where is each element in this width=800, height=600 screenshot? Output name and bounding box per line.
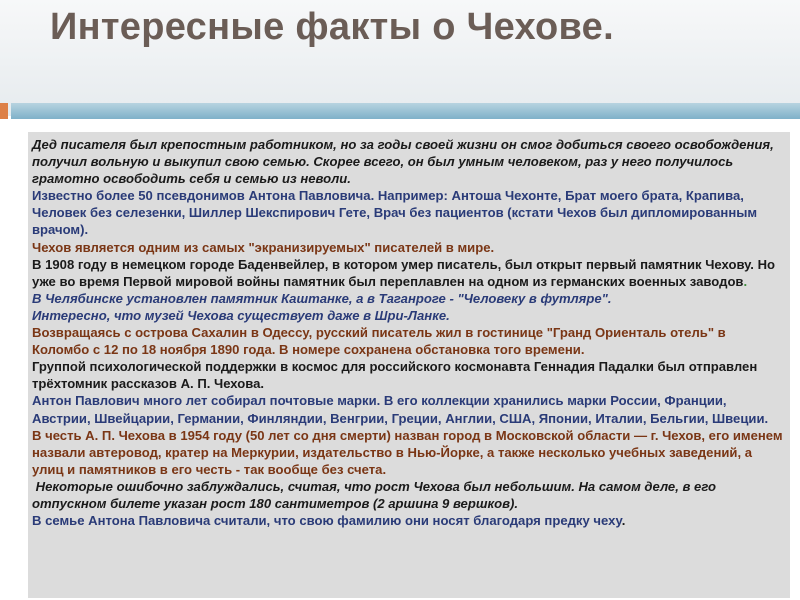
accent-band-blue <box>11 103 800 119</box>
fact-paragraph-10: В честь А. П. Чехова в 1954 году (50 лет со дня смерти) назван город в Московской области — г. Чехов, его именем назвали автеровод, кратер на Меркурии, издательство в Нью-Йорке, а также несколько учебных заведений, а улиц и памятников в его честь - так вообще без счета. <box>32 427 783 477</box>
fact-paragraph-7: Возвращаясь с острова Сахалин в Одессу, русский писатель жил в гостинице "Гранд Ориенталь отель" в Коломбо с 12 по 18 ноября 1890 года. В номере сохранена обстановка того времени. <box>32 325 726 358</box>
fact-paragraph-12 <box>32 512 784 529</box>
slide-title: Интересные факты о Чехове. <box>50 6 614 48</box>
accent-band-orange <box>0 103 8 119</box>
fact-11-text: Некоторые ошибочно заблуждались, считая, что рост Чехова был небольшим. На самом деле, в его отпускном билете указан рост 180 сантиметров (2 аршина 9 вершков). <box>32 478 716 511</box>
fact-paragraph-6: Интересно, что музей Чехова существует даже в Шри-Ланке. <box>32 307 450 323</box>
fact-4-period: . <box>743 273 748 289</box>
fact-paragraph-11 <box>32 478 784 512</box>
fact-12-period: . <box>621 513 626 529</box>
fact-paragraph-2: Известно более 50 псевдонимов Антона Павловича. Например: Антоша Чехонте, Брат моего брата, Крапива, Человек без селезенки, Шиллер Шекспирович Гете, Врач без пациентов (кстати Чехов был дипломированным врачом). <box>32 188 758 238</box>
fact-paragraph-9: Антон Павлович много лет собирал почтовые марки. В его коллекции хранились марки России, Франции, Австрии, Швейцарии, Германии, Финляндии, Венгрии, Греции, Англии, США, Японии, Италии, Бельгии, Швеции. <box>32 393 769 426</box>
fact-4-text: В 1908 году в немецком городе Баденвейлер, в котором умер писатель, был открыт первый памятник Чехову. Но уже во время Первой мировой войны памятник был переплавлен на одном из германских военных заводов <box>32 256 776 289</box>
fact-paragraph-3: Чехов является одним из самых "экранизируемых" писателей в мире. <box>32 239 495 255</box>
fact-12-text: В семье Антона Павловича считали, что свою фамилию они носят благодаря предку чеху <box>32 513 622 529</box>
fact-paragraph-5: В Челябинске установлен памятник Каштанке, а в Таганроге - "Человеку в футляре". <box>32 290 612 306</box>
fact-paragraph-1: Дед писателя был крепостным работником, но за годы своей жизни он смог добиться своего освобождения, получил вольную и выкупил свою семью. Скорее всего, он был умным человеком, раз у него получилось грамотно освободить себя и семью из неволи. <box>32 137 774 187</box>
facts-text-block <box>32 136 784 529</box>
fact-paragraph-8: Группой психологической поддержки в космос для российского космонавта Геннадия Падалки был отправлен трёхтомник рассказов А. П. Чехова. <box>32 359 758 392</box>
fact-paragraph-4 <box>32 256 784 290</box>
